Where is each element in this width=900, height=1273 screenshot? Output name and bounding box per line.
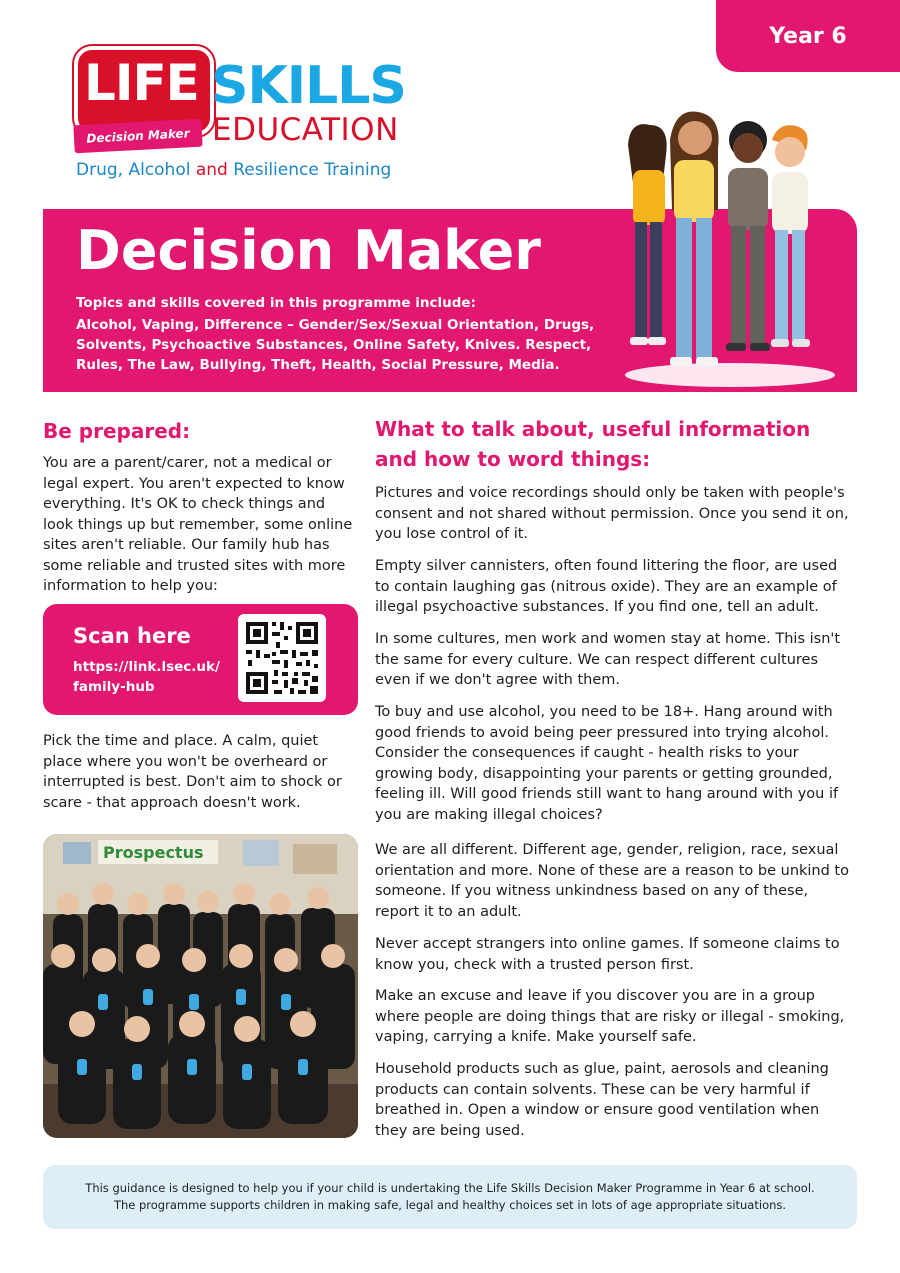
qr-code-icon <box>238 614 326 702</box>
kid-figure-3 <box>726 121 770 351</box>
footer-note <box>43 1165 857 1229</box>
hero-intro: Topics and skills covered in this programme include: <box>76 295 476 311</box>
be-prepared-paragraph: You are a parent/carer, not a medical or legal expert. You aren't expected to know everything. It's OK to check things and look things up but remember, some online sites aren't reliable. Our family hub has some reliable and trusted sites with more information to help you: <box>43 455 353 594</box>
tagline-part1: Drug, Alcohol <box>76 160 196 180</box>
family-hub-link[interactable]: https://link.lsec.uk/ family-hub <box>73 659 220 695</box>
scan-title: Scan here <box>73 624 191 648</box>
logo-skills-text: SKILLS <box>211 56 406 116</box>
kid-figure-2 <box>670 112 719 366</box>
logo-badge: Decision Maker <box>73 119 202 154</box>
time-place-paragraph: Pick the time and place. A calm, quiet place where you won't be overheard or interrupted is best. Don't aim to shock or scare - that approach doesn't work. <box>43 733 342 811</box>
info-paragraph: To buy and use alcohol, you need to be 18+. Hang around with good friends to avoid being peer pressured into trying alcohol. Consider the consequences if caught - health risks to your growing body, disappointing your parents or getting grounded, feeling ill. Will good friends still want to hang around with you if you are making illegal choices? <box>375 704 839 823</box>
logo-life-text: LIFE <box>84 54 199 112</box>
kid-figure-4 <box>771 125 810 347</box>
logo-tagline <box>76 160 391 180</box>
qr-code[interactable] <box>238 614 326 702</box>
info-paragraph: Empty silver cannisters, often found littering the floor, are used to contain laughing gas (nitrous oxide). They are an example of illegal psychoactive substances. If you find one, tell an adult. <box>375 558 838 615</box>
info-paragraph: In some cultures, men work and women stay at home. This isn't the same for every culture. We can respect different cultures even if we don't agree with them. <box>375 631 841 688</box>
logo-education-text: EDUCATION <box>212 112 399 148</box>
info-paragraph: Make an excuse and leave if you discover you are in a group where people are doing things that are risky or illegal - smoking, vaping, carrying a knife. Make yourself safe. <box>375 988 845 1045</box>
info-paragraph: Pictures and voice recordings should only be taken with people's consent and not shared without permission. Once you send it on, you lose control of it. <box>375 485 849 542</box>
info-paragraph: We are all different. Different age, gender, religion, race, sexual orientation and more. None of these are a reason to be unkind to someone. If you witness unkindness based on any of these, report it to an adult. <box>375 842 849 920</box>
year-tab: Year 6 <box>716 0 900 72</box>
footer-line-1: This guidance is designed to help you if your child is undertaking the Life Skills Decision Maker Programme in Year 6 at school. <box>85 1181 815 1195</box>
hero-topics: Alcohol, Vaping, Difference – Gender/Sex/Sexual Orientation, Drugs, Solvents, Psychoactive Substances, Online Safety, Knives. Respect, Rules, The Law, Bullying, Theft, Health, Social Pressure, Media. <box>76 317 595 373</box>
tagline-part2: Resilience Training <box>227 160 392 180</box>
photo-sign: Prospectus <box>103 843 204 862</box>
class-photo <box>43 834 358 1138</box>
info-paragraph: Never accept strangers into online games. If someone claims to know you, check with a trusted person first. <box>375 936 840 973</box>
info-paragraph: Household products such as glue, paint, aerosols and cleaning products can contain solvents. These can be very harmful if breathed in. Open a window or ensure good ventilation when they are being used. <box>375 1061 829 1139</box>
talk-about-heading: What to talk about, useful information and how to word things: <box>375 417 811 471</box>
tagline-and: and <box>195 160 228 180</box>
kid-figure-1 <box>628 124 667 345</box>
kids-illustration <box>600 100 850 390</box>
footer-line-2: The programme supports children in making safe, legal and healthy choices set in lots of age appropriate situations. <box>113 1198 787 1212</box>
be-prepared-heading: Be prepared: <box>43 419 191 443</box>
hero-title: Decision Maker <box>76 219 541 282</box>
